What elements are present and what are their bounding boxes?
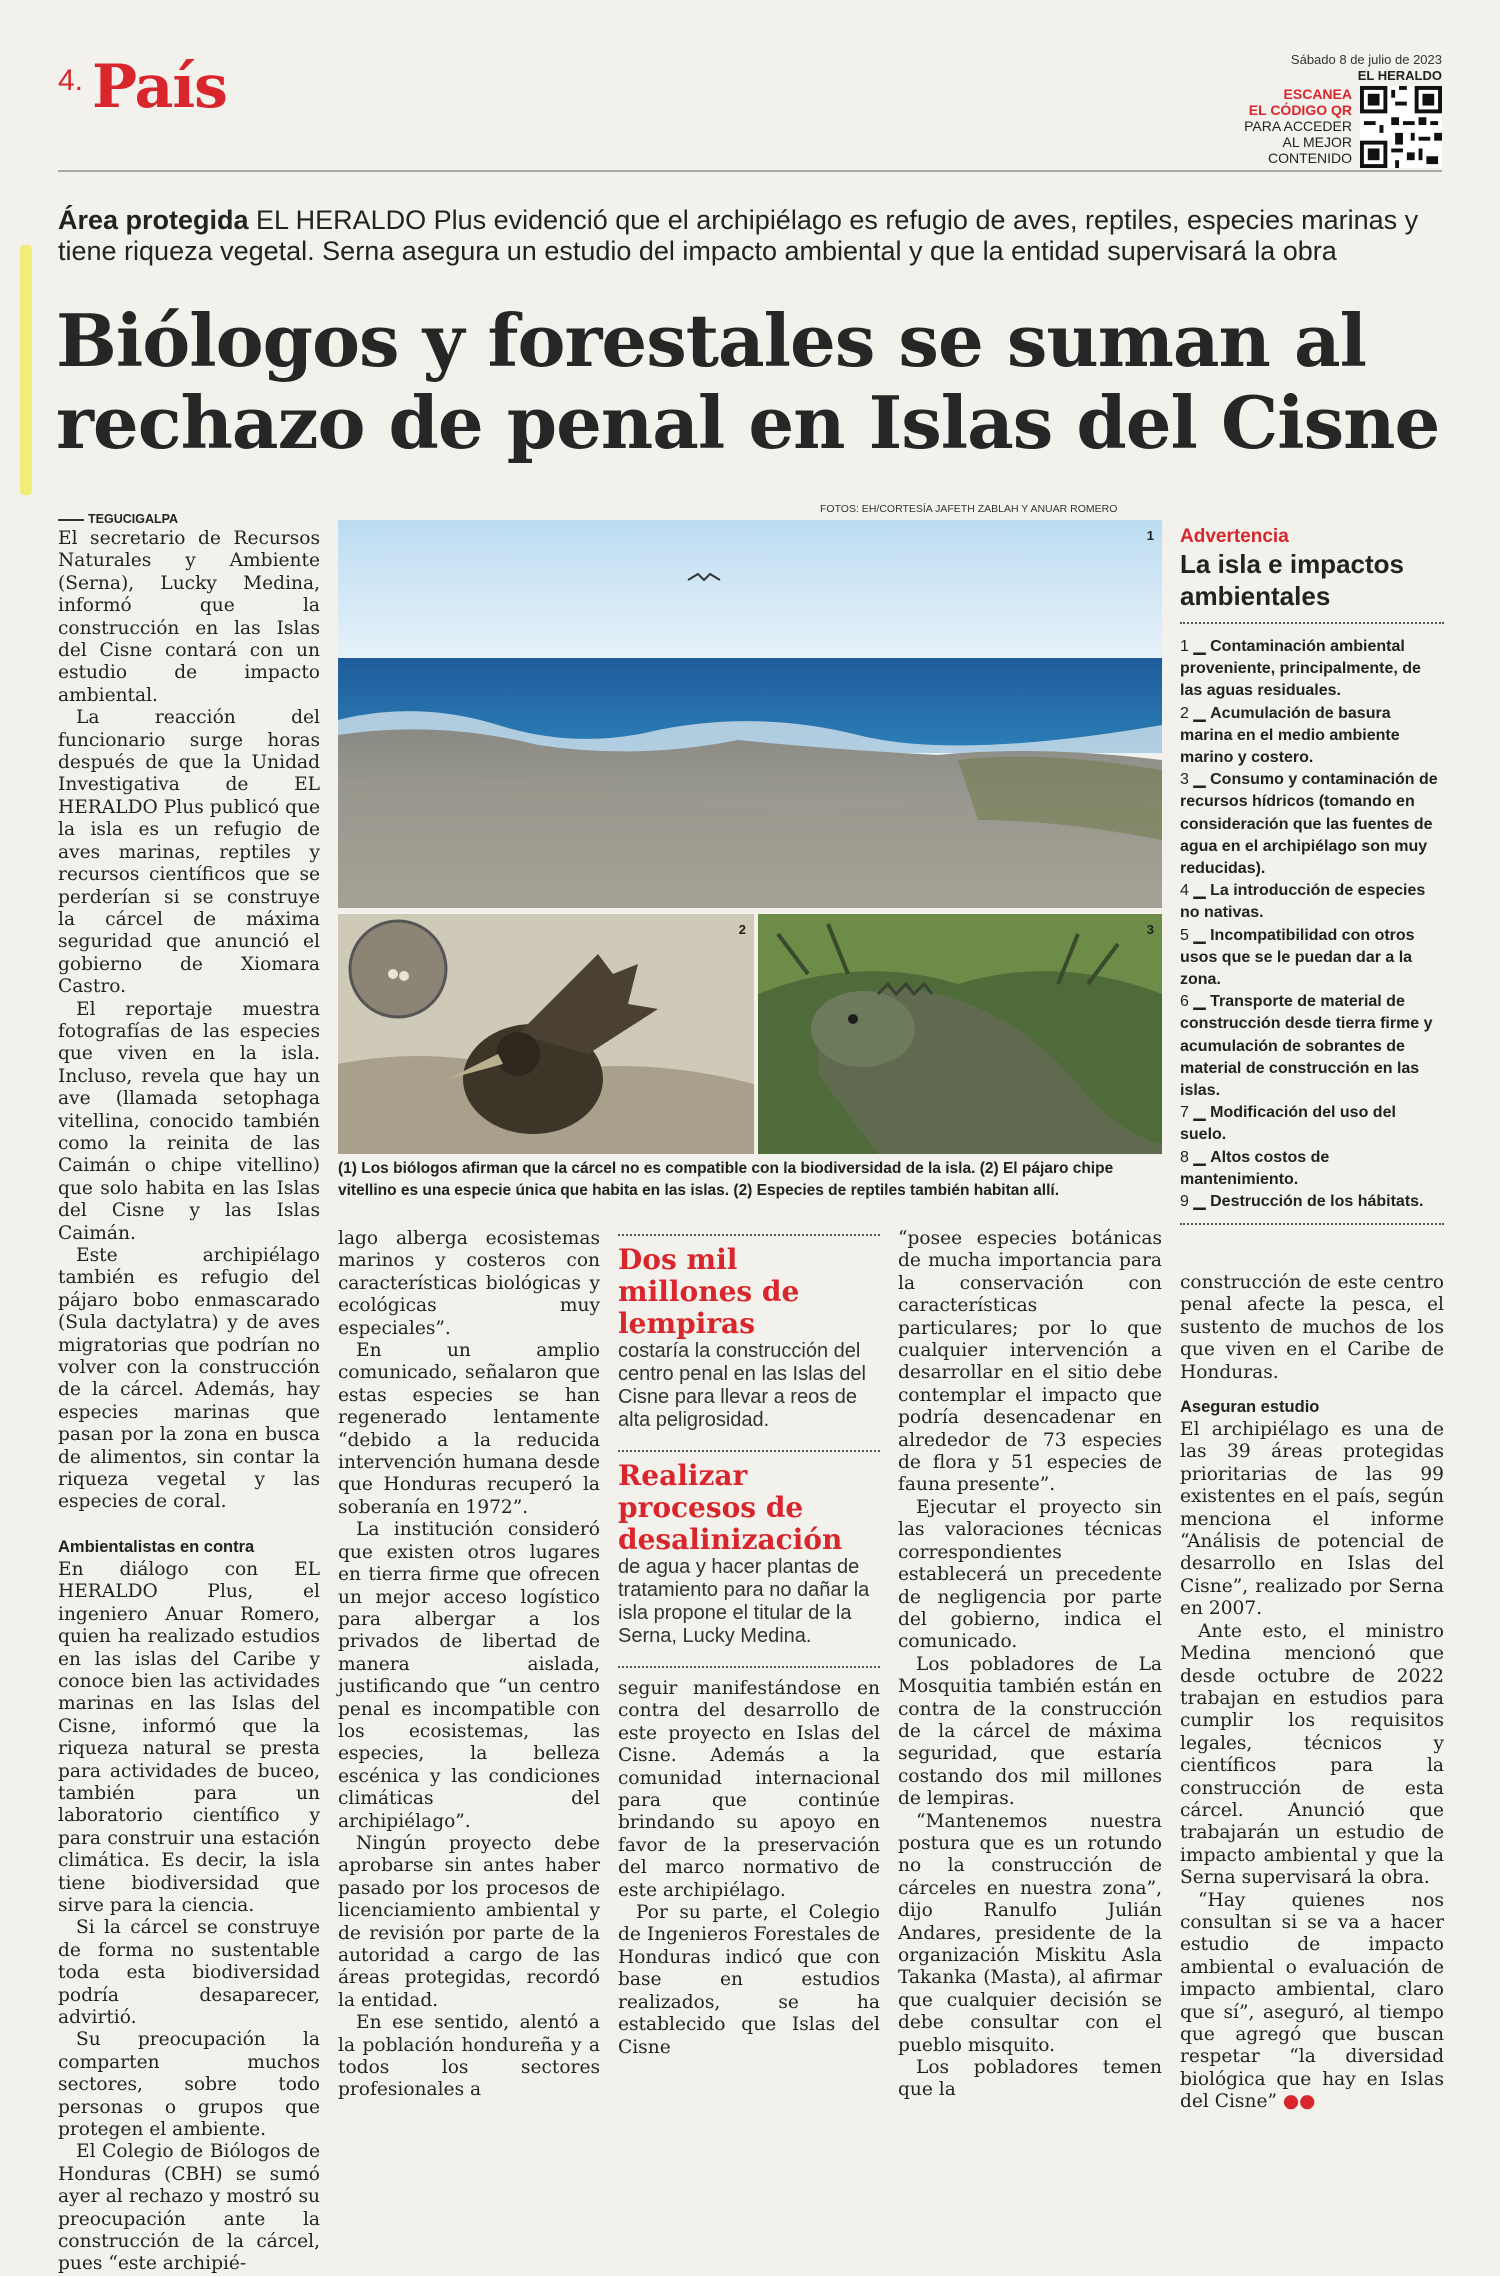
dateline-text: TEGUCIGALPA [88, 512, 179, 526]
paragraph: “posee especies botánicas de mucha importancia para la conservación con características particulares; por lo que cualquier intervención a desarrollar en el sitio debe contemplar el impacto que podría desencadenar en alrededor de 73 especies de flora y 51 especies de fauna presente”. [898, 1228, 1162, 1496]
kicker-text: EL HERALDO Plus evidenció que el archipiélago es refugio de aves, reptiles, especies marinas y tiene riqueza vegetal. Serna asegura un estudio del impacto ambiental y que la entidad supervisará la obra [58, 205, 1419, 266]
impact-number: 3 [1180, 771, 1189, 789]
dateline [58, 512, 320, 526]
subheading: Ambientalistas en contra [58, 1537, 255, 1556]
paragraph: Los pobladores temen que la [898, 2057, 1162, 2101]
impact-dash: ▁ [1188, 704, 1211, 722]
impact-list-item [1180, 1147, 1444, 1191]
paragraph: La institución consideró que existen otros lugares en tierra firme que ofrecen un mejor acceso logístico para albergar a los privados de libertad de manera aislada, justificando que “un centro penal es incompatible con los ecosistemas, las especies, la belleza escénica y las condiciones climáticas del archipiélago”. [338, 1519, 600, 1832]
paragraph: Su preocupación la comparten muchos sectores, sobre todo personas o grupos que protegen el ambiente. [58, 2029, 320, 2141]
qr-prompt-line: ESCANEA [1283, 86, 1352, 102]
pull-quote-text: costaría la construcción del centro penal en las Islas del Cisne para llevar a reos de alta peligrosidad. [618, 1340, 866, 1431]
impact-number: 8 [1180, 1148, 1189, 1166]
column-5 [1180, 1272, 1444, 2114]
impact-dash: ▁ [1188, 1148, 1211, 1166]
impact-number: 2 [1180, 704, 1189, 722]
impact-list-item [1180, 1102, 1444, 1146]
column-1 [58, 512, 320, 2276]
impact-number: 1 [1180, 638, 1189, 655]
paragraph: Por su parte, el Colegio de Ingenieros Forestales de Honduras indicó que con base en estudios realizados, se ha establecido que Islas del Cisne [618, 1902, 880, 2058]
photo-number: 3 [1146, 922, 1154, 937]
sidebar-kicker: Advertencia [1180, 526, 1289, 547]
impact-list-item [1180, 769, 1444, 880]
column-4 [898, 1228, 1162, 2102]
paragraph: Ante esto, el ministro Medina mencionó que desde octubre de 2022 trabajan en estudios para cumplir los requisitos legales, técnicos y científicos para la construcción de esta cárcel. Anunció que trabajarán un estudio de impacto ambiental y que la Serna supervisará la obra. [1180, 1620, 1444, 1889]
impact-list [1180, 636, 1444, 1213]
paragraph: El secretario de Recursos Naturales y Ambiente (Serna), Lucky Medina, informó que la construcción en las Islas del Cisne contará con un estudio de impacto ambiental. [58, 528, 320, 706]
rule [1180, 1223, 1444, 1225]
paragraph: La reacción del funcionario surge horas después de que la Unidad Investigativa de EL HERALDO Plus publicó que la isla es un refugio de aves marinas, reptiles y recursos científicos que se perderían si se construye la cárcel de máxima seguridad que anunció el gobierno de Xiomara Castro. [58, 707, 320, 998]
column-2 [338, 1228, 600, 2102]
impact-number: 6 [1180, 993, 1189, 1011]
paragraph-text: “Hay quienes nos consultan si se va a hacer estudio de impacto ambiental o evaluación de impacto ambiental, claro que sí”, aseguró, al tiempo que agregó que buscan respetar “la diversidad biológica que hay en Islas del Cisne” [1180, 1889, 1444, 2113]
sidebar-box [1180, 526, 1444, 1225]
rule [618, 1450, 880, 1452]
paragraph: El reportaje muestra fotografías de las especies que viven en la isla. Incluso, revela que hay un ave (llamada setophaga vitellina, conocido también como la reinita de las Caimán o chipe vitellino) que solo habita en las Islas del Cisne y las Islas Caimán. [58, 998, 320, 1244]
pull-quote-text: de agua y hacer plantas de tratamiento para no dañar la isla propone el titular de la Serna, Lucky Medina. [618, 1556, 870, 1647]
headline-line-1: Biólogos y forestales se suman al [56, 298, 1366, 383]
impact-text: Acumulación de basura marina en el medio ambiente marino y costero. [1180, 704, 1400, 767]
issue-date: Sábado 8 de julio de 2023 [1290, 52, 1442, 67]
photo-coast [338, 520, 1162, 908]
paper-name: EL HERALDO [1357, 68, 1442, 83]
impact-number: 4 [1180, 882, 1189, 900]
paragraph: Si la cárcel se construye de forma no sustentable toda esta biodiversidad podría desaparecer, advirtió. [58, 1917, 320, 2028]
page-number: 4. [58, 64, 84, 97]
photo-iguana [758, 914, 1162, 1154]
photo-number: 1 [1146, 528, 1154, 543]
column-3 [618, 1234, 880, 2059]
impact-list-item [1180, 1191, 1444, 1213]
impact-dash: ▁ [1188, 993, 1211, 1011]
paragraph: seguir manifestándose en contra del desarrollo de este proyecto en Islas del Cisne. Además a la comunidad internacional para que continúe brindando su apoyo en favor de la preservación del marco normativo de este archipiélago. [618, 1678, 880, 1901]
headline [56, 300, 1476, 464]
subheading: Aseguran estudio [1180, 1398, 1320, 1417]
photo-credit: FOTOS: EH/CORTESÍA JAFETH ZABLAH Y ANUAR ROMERO [820, 503, 1118, 515]
impact-dash: ▁ [1188, 882, 1211, 900]
header-rule [58, 170, 1442, 172]
highlighter-mark [20, 245, 32, 495]
rule [618, 1234, 880, 1236]
paragraph: El archipiélago es una de las 39 áreas protegidas prioritarias de las 99 existentes en el país, según menciona el informe “Análisis de potencial de desarrollo en Islas del Cisne”, realizado por Serna en 2007. [1180, 1419, 1444, 1620]
paragraph [1180, 1890, 1444, 2114]
qr-prompt-line: EL CÓDIGO QR [1248, 102, 1352, 118]
impact-text: Transporte de material de construcción desde tierra firme y acumulación de sobrantes de material de construcción en las islas. [1180, 993, 1433, 1100]
end-mark-icon: ●● [1282, 2091, 1316, 2113]
paragraph: En un amplio comunicado, señalaron que estas especies se han regenerado lentamente “debido a la reducida intervención humana desde que Honduras recuperó la soberanía en 1972”. [338, 1340, 600, 1518]
impact-list-item [1180, 703, 1444, 770]
impact-dash: ▁ [1188, 1104, 1211, 1122]
photo-bird [338, 914, 754, 1154]
rule [618, 1666, 880, 1668]
impact-number: 7 [1180, 1104, 1189, 1122]
paragraph: Este archipiélago también es refugio del pájaro bobo enmascarado (Sula dactylatra) y de aves migratorias que podrían no volver con la construcción de la cárcel. Además, hay especies marinas que pasan por la zona en busca de alimentos, sin contar la riqueza vegetal y las especies de coral. [58, 1245, 320, 1513]
impact-list-item [1180, 925, 1444, 992]
paragraph: En diálogo con EL HERALDO Plus, el ingeniero Anuar Romero, quien ha realizado estudios en las islas del Caribe y conoce bien las actividades marinas en las Islas del Cisne, informó que la riqueza natural se presta para actividades de buceo, también para un laboratorio científico y para construir una estación climática. Es decir, la isla tiene biodiversidad que sirve para la ciencia. [58, 1558, 320, 1916]
impact-text: Contaminación ambiental proveniente, principalmente, de las aguas residuales. [1180, 638, 1421, 700]
impact-dash: ▁ [1188, 638, 1211, 655]
impact-text: Incompatibilidad con otros usos que se le puedan dar a la zona. [1180, 926, 1415, 989]
qr-prompt-line: PARA ACCEDER [1244, 118, 1352, 134]
impact-number: 9 [1180, 1193, 1189, 1211]
qr-prompt [1244, 86, 1352, 166]
kicker [58, 205, 1448, 267]
rule [1180, 622, 1444, 624]
impact-dash: ▁ [1188, 771, 1211, 789]
impact-list-item [1180, 880, 1444, 924]
qr-prompt-line: CONTENIDO [1268, 150, 1352, 166]
impact-text: Modificación del uso del suelo. [1180, 1104, 1396, 1144]
impact-number: 5 [1180, 926, 1189, 944]
paragraph: El Colegio de Biólogos de Honduras (CBH) se sumó ayer al rechazo y mostró su preocupación ante la construcción de la cárcel, pues “este archipié- [58, 2141, 320, 2275]
paragraph: lago alberga ecosistemas marinos y costeros con características biológicas y ecológicas muy especiales”. [338, 1228, 600, 1339]
photo-number: 2 [738, 922, 746, 937]
sidebar-title: La isla e impactos ambientales [1180, 549, 1404, 611]
impact-text: La introducción de especies no nativas. [1180, 882, 1426, 922]
pull-quote-title: Realizar procesos de desalinización [618, 1459, 843, 1556]
headline-line-2: rechazo de penal en Islas del Cisne [56, 380, 1440, 465]
impact-list-item [1180, 636, 1444, 703]
qr-code-icon[interactable] [1360, 86, 1442, 168]
impact-dash: ▁ [1188, 1193, 1211, 1211]
paragraph: “Mantenemos nuestra postura que es un rotundo no la construcción de cárceles en nuestra zona”, dijo Ranulfo Julián Andares, presidente de la organización Miskitu Asla Takanka (Masta), al afirmar que cualquier decisión se debe consultar con el pueblo misquito. [898, 1810, 1162, 2056]
impact-list-item [1180, 991, 1444, 1102]
impact-text: Consumo y contaminación de recursos hídricos (tomando en consideración que las fuentes de agua en el archipiélago son muy reducidas). [1180, 771, 1438, 878]
paragraph: Ningún proyecto debe aprobarse sin antes haber pasado por los procesos de licenciamiento ambiental y de revisión por parte de la autoridad a cargo de las áreas protegidas, recordó la entidad. [338, 1832, 600, 2011]
pull-quote-title: Dos mil millones de lempiras [618, 1243, 800, 1340]
kicker-label: Área protegida [58, 205, 249, 235]
qr-prompt-line: AL MEJOR [1282, 134, 1352, 150]
impact-dash: ▁ [1188, 926, 1211, 944]
impact-text: Altos costos de mantenimiento. [1180, 1148, 1330, 1188]
paragraph: En ese sentido, alentó a la población hondureña y a todos los sectores profesionales a [338, 2012, 600, 2101]
paragraph: Ejecutar el proyecto sin las valoraciones técnicas correspondientes establecerá un precedente de negligencia por parte del gobierno, indica el comunicado. [898, 1496, 1162, 1653]
paragraph: Los pobladores de La Mosquitia también están en contra de la construcción de la cárcel de máxima seguridad, que estaría costando dos mil millones de lempiras. [898, 1653, 1162, 1810]
section-title: País [92, 52, 227, 122]
impact-text: Destrucción de los hábitats. [1210, 1193, 1424, 1211]
paragraph: construcción de este centro penal afecte la pesca, el sustento de muchos de los que viven en el Caribe de Honduras. [1180, 1272, 1444, 1383]
photo-caption: (1) Los biólogos afirman que la cárcel no es compatible con la biodiversidad de la isla. (2) El pájaro chipe vitellino es una especie única que habita en las islas. (2) Especies de reptiles también habitan allí. [338, 1160, 1114, 1199]
